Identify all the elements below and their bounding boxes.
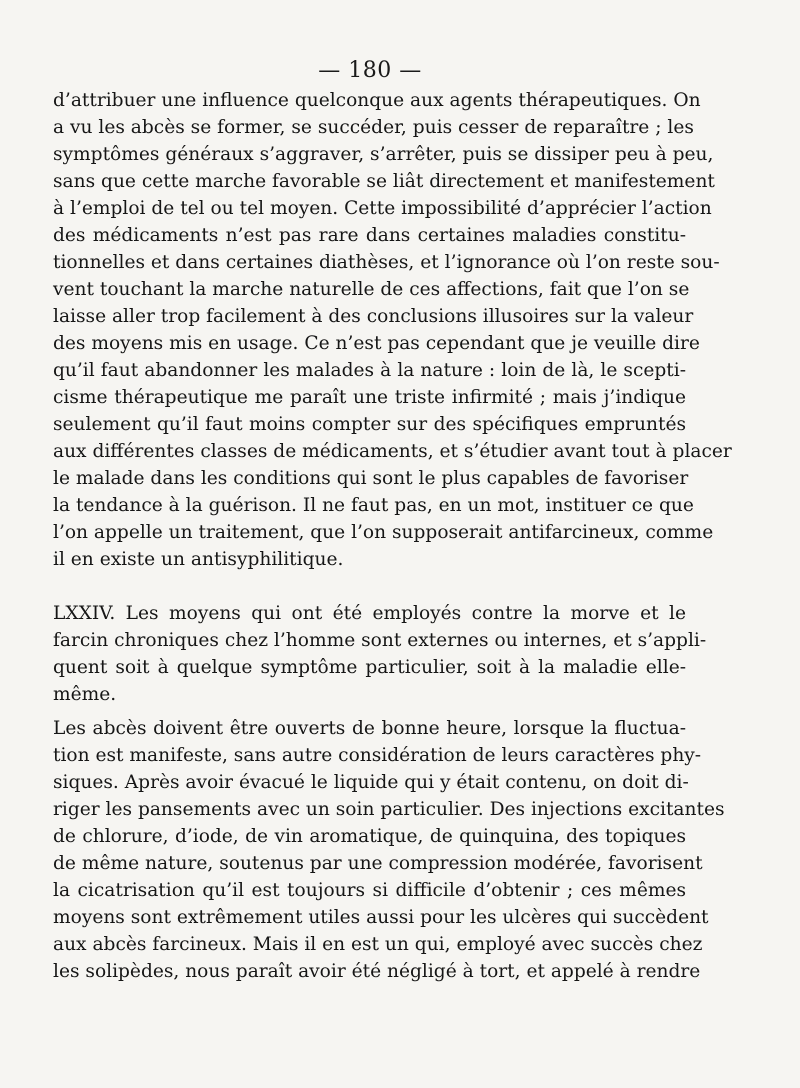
- text-line: la cicatrisation qu’il est toujours si difficile d’obtenir ; ces mêmes: [53, 880, 686, 901]
- text-line: laisse aller trop facilement à des conclusions illusoires sur la valeur: [53, 306, 694, 327]
- text-line: aux abcès farcineux. Mais il en est un qui, employé avec succès chez: [53, 934, 703, 955]
- text-line: aux différentes classes de médicaments, et s’étudier avant tout à placer: [53, 441, 732, 462]
- text-line: de chlorure, d’iode, de vin aromatique, de quinquina, des topiques: [53, 826, 686, 847]
- text-line: vent touchant la marche naturelle de ces affections, fait que l’on se: [53, 279, 690, 300]
- text-line: riger les pansements avec un soin particulier. Des injections excitantes: [53, 799, 725, 820]
- text-line: symptômes généraux s’aggraver, s’arrêter, puis se dissiper peu à peu,: [53, 144, 714, 165]
- text-line: tion est manifeste, sans autre considération de leurs caractères phy-: [53, 745, 702, 766]
- page-number: — 180 —: [318, 58, 422, 83]
- text-line: a vu les abcès se former, se succéder, puis cesser de reparaître ; les: [53, 117, 694, 138]
- text-line: des moyens mis en usage. Ce n’est pas cependant que je veuille dire: [53, 333, 700, 354]
- text-line: qu’il faut abandonner les malades à la nature : loin de là, le scepti-: [53, 360, 686, 381]
- text-line: à l’emploi de tel ou tel moyen. Cette impossibilité d’apprécier l’action: [53, 198, 712, 219]
- text-line: LXXIV. Les moyens qui ont été employés contre la morve et le: [53, 603, 686, 624]
- text-line: de même nature, soutenus par une compression modérée, favorisent: [53, 853, 703, 874]
- text-line: farcin chroniques chez l’homme sont externes ou internes, et s’appli-: [53, 630, 707, 651]
- text-line: il en existe un antisyphilitique.: [53, 549, 344, 570]
- text-line: tionnelles et dans certaines diathèses, et l’ignorance où l’on reste sou-: [53, 252, 720, 273]
- text-line: même.: [53, 684, 117, 705]
- text-line: d’attribuer une influence quelconque aux agents thérapeutiques. On: [53, 90, 701, 111]
- text-line: quent soit à quelque symptôme particulier, soit à la maladie elle-: [53, 657, 686, 678]
- text-line: siques. Après avoir évacué le liquide qui y était contenu, on doit di-: [53, 772, 689, 793]
- text-line: cisme thérapeutique me paraît une triste infirmité ; mais j’indique: [53, 387, 686, 408]
- text-line: seulement qu’il faut moins compter sur des spécifiques empruntés: [53, 414, 686, 435]
- text-line: l’on appelle un traitement, que l’on supposerait antifarcineux, comme: [53, 522, 714, 543]
- text-line: des médicaments n’est pas rare dans certaines maladies constitu-: [53, 225, 686, 246]
- text-line: sans que cette marche favorable se liât directement et manifestement: [53, 171, 715, 192]
- text-line: les solipèdes, nous paraît avoir été négligé à tort, et appelé à rendre: [53, 961, 701, 982]
- text-line: le malade dans les conditions qui sont le plus capables de favoriser: [53, 468, 689, 489]
- text-line: Les abcès doivent être ouverts de bonne heure, lorsque la fluctua-: [53, 718, 686, 739]
- text-line: moyens sont extrêmement utiles aussi pour les ulcères qui succèdent: [53, 907, 709, 928]
- text-line: la tendance à la guérison. Il ne faut pas, en un mot, instituer ce que: [53, 495, 694, 516]
